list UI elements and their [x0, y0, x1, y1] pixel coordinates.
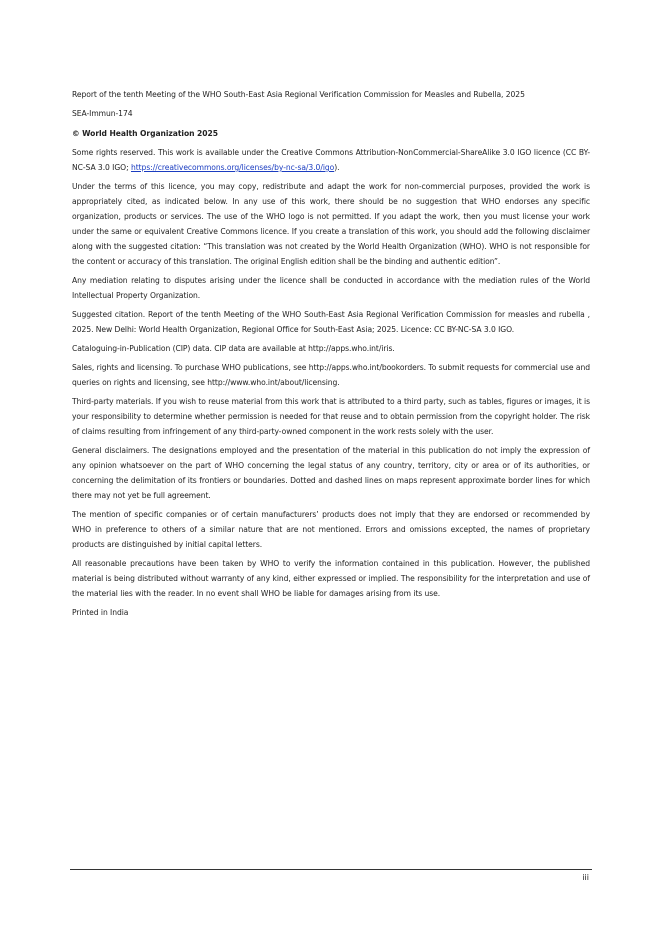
page-number: iii [582, 873, 589, 882]
precautions-paragraph: All reasonable precautions have been taken by WHO to verify the information contained in this publication. However, the published material is being distributed without warranty of any kind, either expressed or implied. The responsibility for the interpretation and use of the material lies with the reader. In no event shall WHO be liable for damages arising from its use. [72, 559, 590, 598]
licence-text-end: ). [334, 163, 340, 172]
printed-in: Printed in India [72, 608, 129, 617]
licence-text: Some rights reserved. This work is available under the Creative Commons Attribution-NonCommercial-ShareAlike 3.0 IGO licence (CC BY-NC-SA 3.0 IGO; [72, 148, 590, 172]
citation-paragraph: Suggested citation. Report of the tenth Meeting of the WHO South-East Asia Regional Verification Commission for measles and rubella , 2025. New Delhi: World Health Organization, Regional Office for South-East Asia; 2025. Licence: CC BY-NC-SA 3.0 IGO. [72, 310, 590, 334]
copyright-notice: © World Health Organization 2025 [72, 129, 218, 138]
copyright-page-content [72, 87, 590, 624]
mediation-paragraph: Any mediation relating to disputes arising under the licence shall be conducted in accordance with the mediation rules of the World Intellectual Property Organization. [72, 276, 590, 300]
footer-divider [70, 869, 592, 870]
document-id: SEA-Immun-174 [72, 109, 133, 118]
report-title: Report of the tenth Meeting of the WHO South-East Asia Regional Verification Commission for Measles and Rubella, 2025 [72, 90, 525, 99]
licence-paragraph [72, 145, 590, 175]
third-party-paragraph: Third-party materials. If you wish to reuse material from this work that is attributed to a third party, such as tables, figures or images, it is your responsibility to determine whether permission is needed for that reuse and to obtain permission from the copyright holder. The risk of claims resulting from infringement of any third-party-owned component in the work rests solely with the user. [72, 397, 590, 436]
terms-paragraph: Under the terms of this licence, you may copy, redistribute and adapt the work for non-commercial purposes, provided the work is appropriately cited, as indicated below. In any use of this work, there should be no suggestion that WHO endorses any specific organization, products or services. The use of the WHO logo is not permitted. If you adapt the work, then you must license your work under the same or equivalent Creative Commons licence. If you create a translation of this work, you should add the following disclaimer along with the suggested citation: “This translation was not created by the World Health Organization (WHO). WHO is not responsible for the content or accuracy of this translation. The original English edition shall be the binding and authentic edition”. [72, 182, 590, 266]
licence-link[interactable]: https://creativecommons.org/licenses/by-nc-sa/3.0/igo [130, 163, 335, 172]
general-disclaimers-paragraph: General disclaimers. The designations employed and the presentation of the material in this publication do not imply the expression of any opinion whatsoever on the part of WHO concerning the legal status of any country, territory, city or area or of its authorities, or concerning the delimitation of its frontiers or boundaries. Dotted and dashed lines on maps represent approximate border lines for which there may not yet be full agreement. [72, 446, 590, 500]
cataloguing-paragraph: Cataloguing-in-Publication (CIP) data. CIP data are available at http://apps.who.int/iris. [72, 344, 395, 353]
sales-paragraph: Sales, rights and licensing. To purchase WHO publications, see http://apps.who.int/bookorders. To submit requests for commercial use and queries on rights and licensing, see http://www.who.int/about/licensing. [72, 363, 590, 387]
companies-paragraph: The mention of specific companies or of certain manufacturers’ products does not imply that they are endorsed or recommended by WHO in preference to others of a similar nature that are not mentioned. Errors and omissions excepted, the names of proprietary products are distinguished by initial capital letters. [72, 510, 590, 549]
